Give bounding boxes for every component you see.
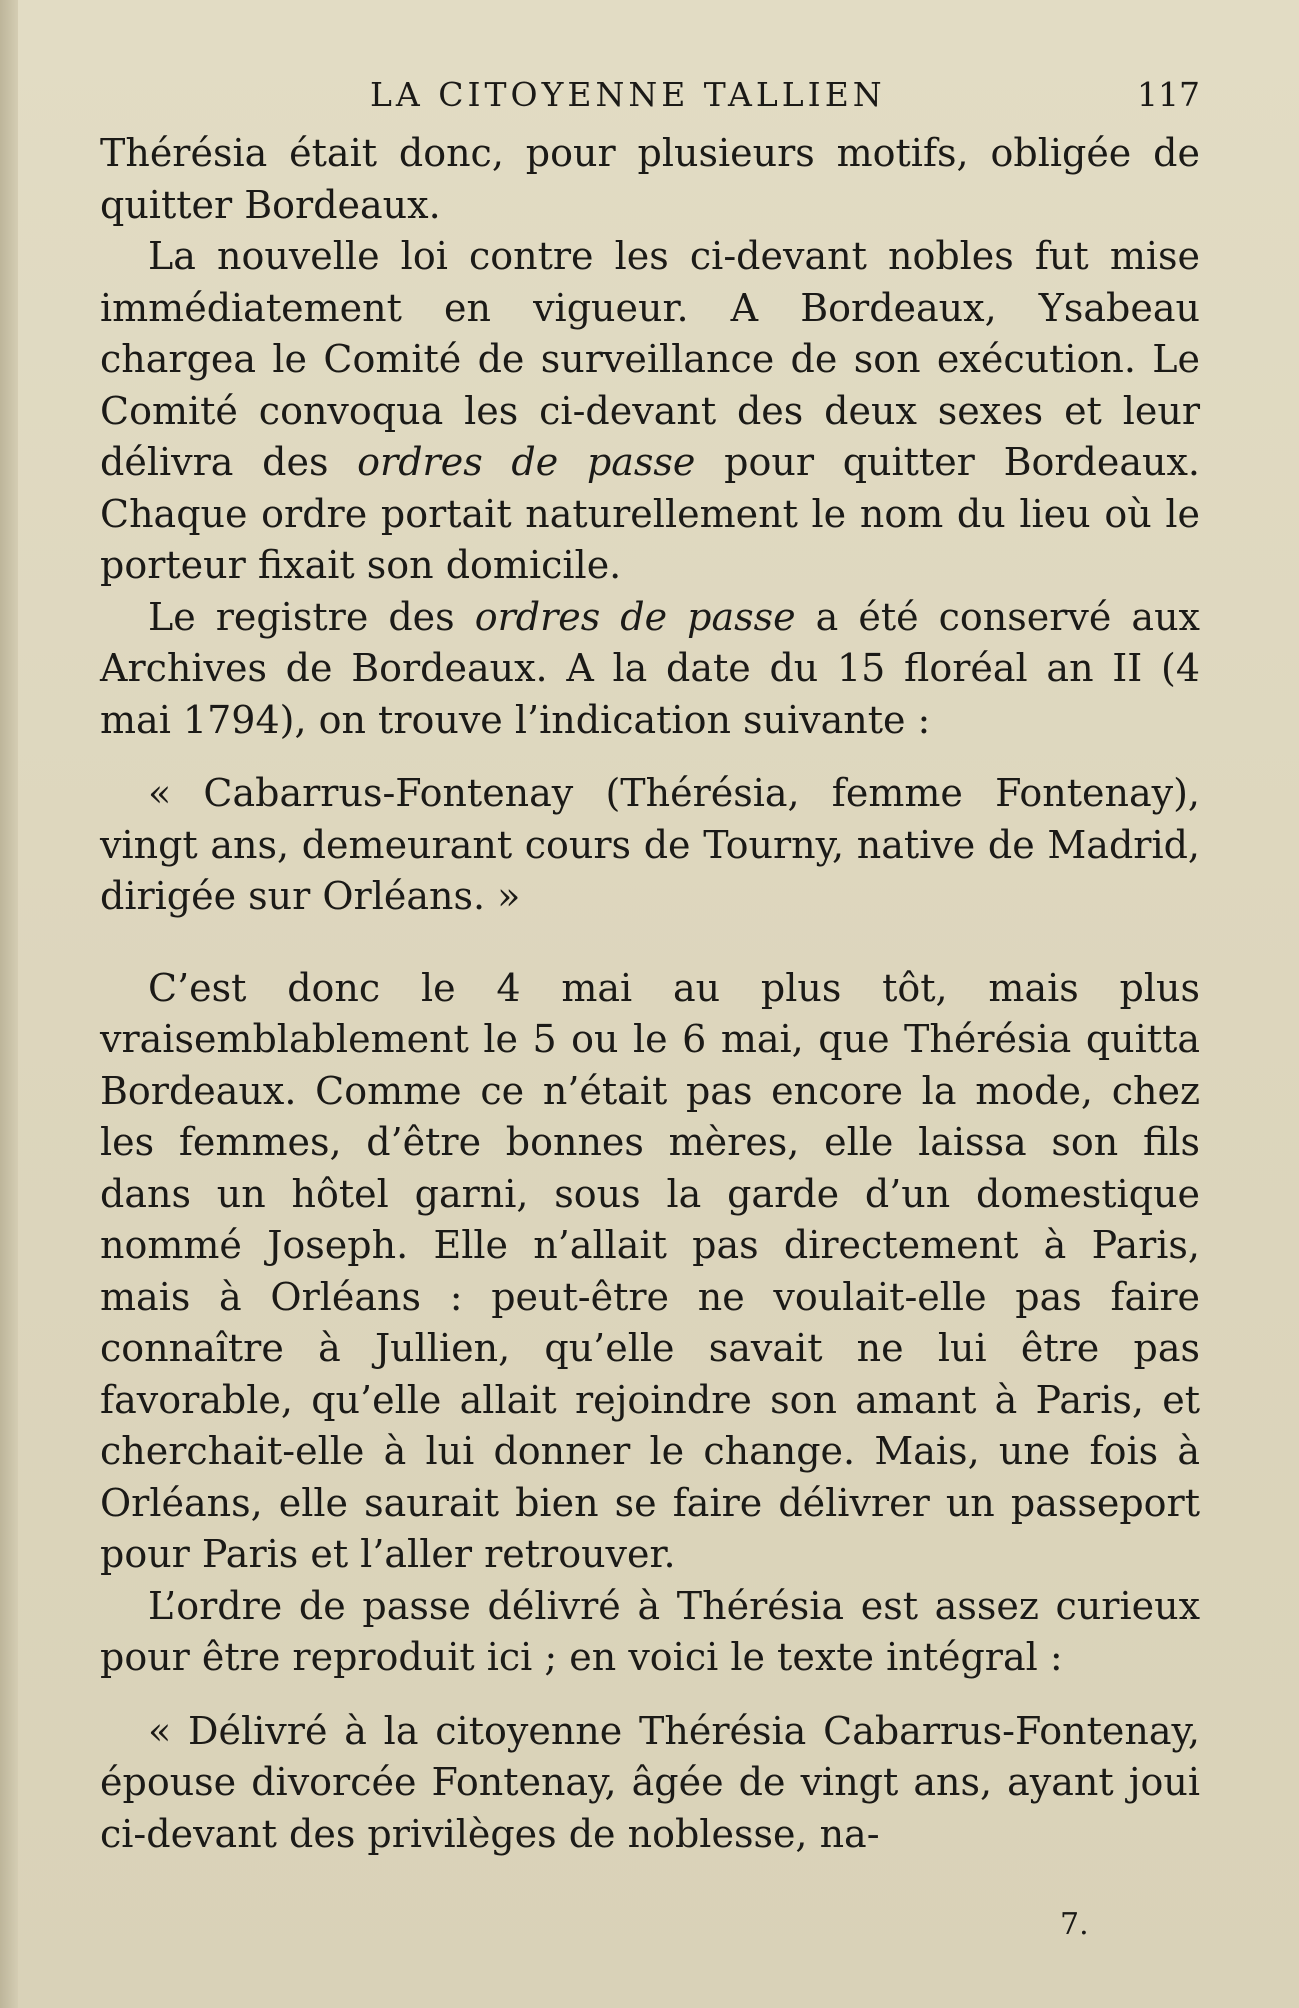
printer-signature-mark: 7. (1060, 1907, 1089, 1942)
page-header (100, 70, 1200, 120)
page-binding-edge (0, 0, 18, 2008)
italic-term: ordres de passe (474, 594, 796, 639)
quotation-1 (100, 768, 1200, 923)
paragraph-text: Le registre des (148, 594, 475, 639)
paragraph-text: a été conservé aux Archives de Bordeaux. A la date du 15 floréal an II (4 mai 1794), on trouve l’indication suivante : (100, 594, 1200, 742)
paragraph-5 (100, 963, 1200, 1581)
paragraph-text: La nouvelle loi contre les ci-devant nobles fut mise immédiatement en vigueur. A Bordeaux, Ysabeau chargea le Comité de surveillance de son exécution. Le Comité convoqua les ci-devant des deux sexes et leur délivra des (100, 234, 1200, 484)
paragraph-3 (100, 592, 1200, 747)
paragraph-1 (100, 128, 1200, 231)
paragraph-text: pour quitter Bordeaux. Chaque ordre portait naturellement le nom du lieu où le porteur fixait son domicile. (100, 440, 1200, 587)
paragraph-text: C’est donc le 4 mai au plus tôt, mais plus vraisemblablement le 5 ou le 6 mai, que Thérésia quitta Bordeaux. Comme ce n’était pas encore la mode, chez les femmes, d’être bonnes mères, elle laissa son fils dans un hôtel garni, sous la garde d’un domestique nommé Joseph. Elle n’allait pas directement à Paris, mais à Orléans : peut-être ne voulait-elle pas faire connaître à Jullien, qu’elle savait ne lui être pas favorable, qu’elle allait rejoindre son amant à Paris, et cherchait-elle à lui donner le change. Mais, une fois à Orléans, elle saurait bien se faire délivrer un passeport pour Paris et l’aller retrouver. (100, 965, 1200, 1576)
quotation-text: « Cabarrus-Fontenay (Thérésia, femme Fontenay), vingt ans, demeurant cours de Tourny, native de Madrid, dirigée sur Orléans. » (100, 771, 1200, 918)
paragraph-2 (100, 231, 1200, 592)
quotation-2 (100, 1706, 1200, 1861)
running-title: LA CITOYENNE TALLIEN (370, 75, 886, 114)
page-number: 117 (1137, 75, 1200, 114)
body-text (100, 128, 1200, 1860)
paragraph-6 (100, 1581, 1200, 1684)
paragraph-text: Thérésia était donc, pour plusieurs motifs, obligée de quitter Bordeaux. (100, 131, 1200, 227)
paragraph-text: L’ordre de passe délivré à Thérésia est assez curieux pour être reproduit ici ; en voici le texte intégral : (100, 1583, 1200, 1679)
italic-term: ordres de passe (357, 440, 696, 484)
quotation-text: « Délivré à la citoyenne Thérésia Cabarrus-Fontenay, épouse divorcée Fontenay, âgée de vingt ans, ayant joui ci-devant des privilèges de noblesse, na- (100, 1708, 1200, 1856)
